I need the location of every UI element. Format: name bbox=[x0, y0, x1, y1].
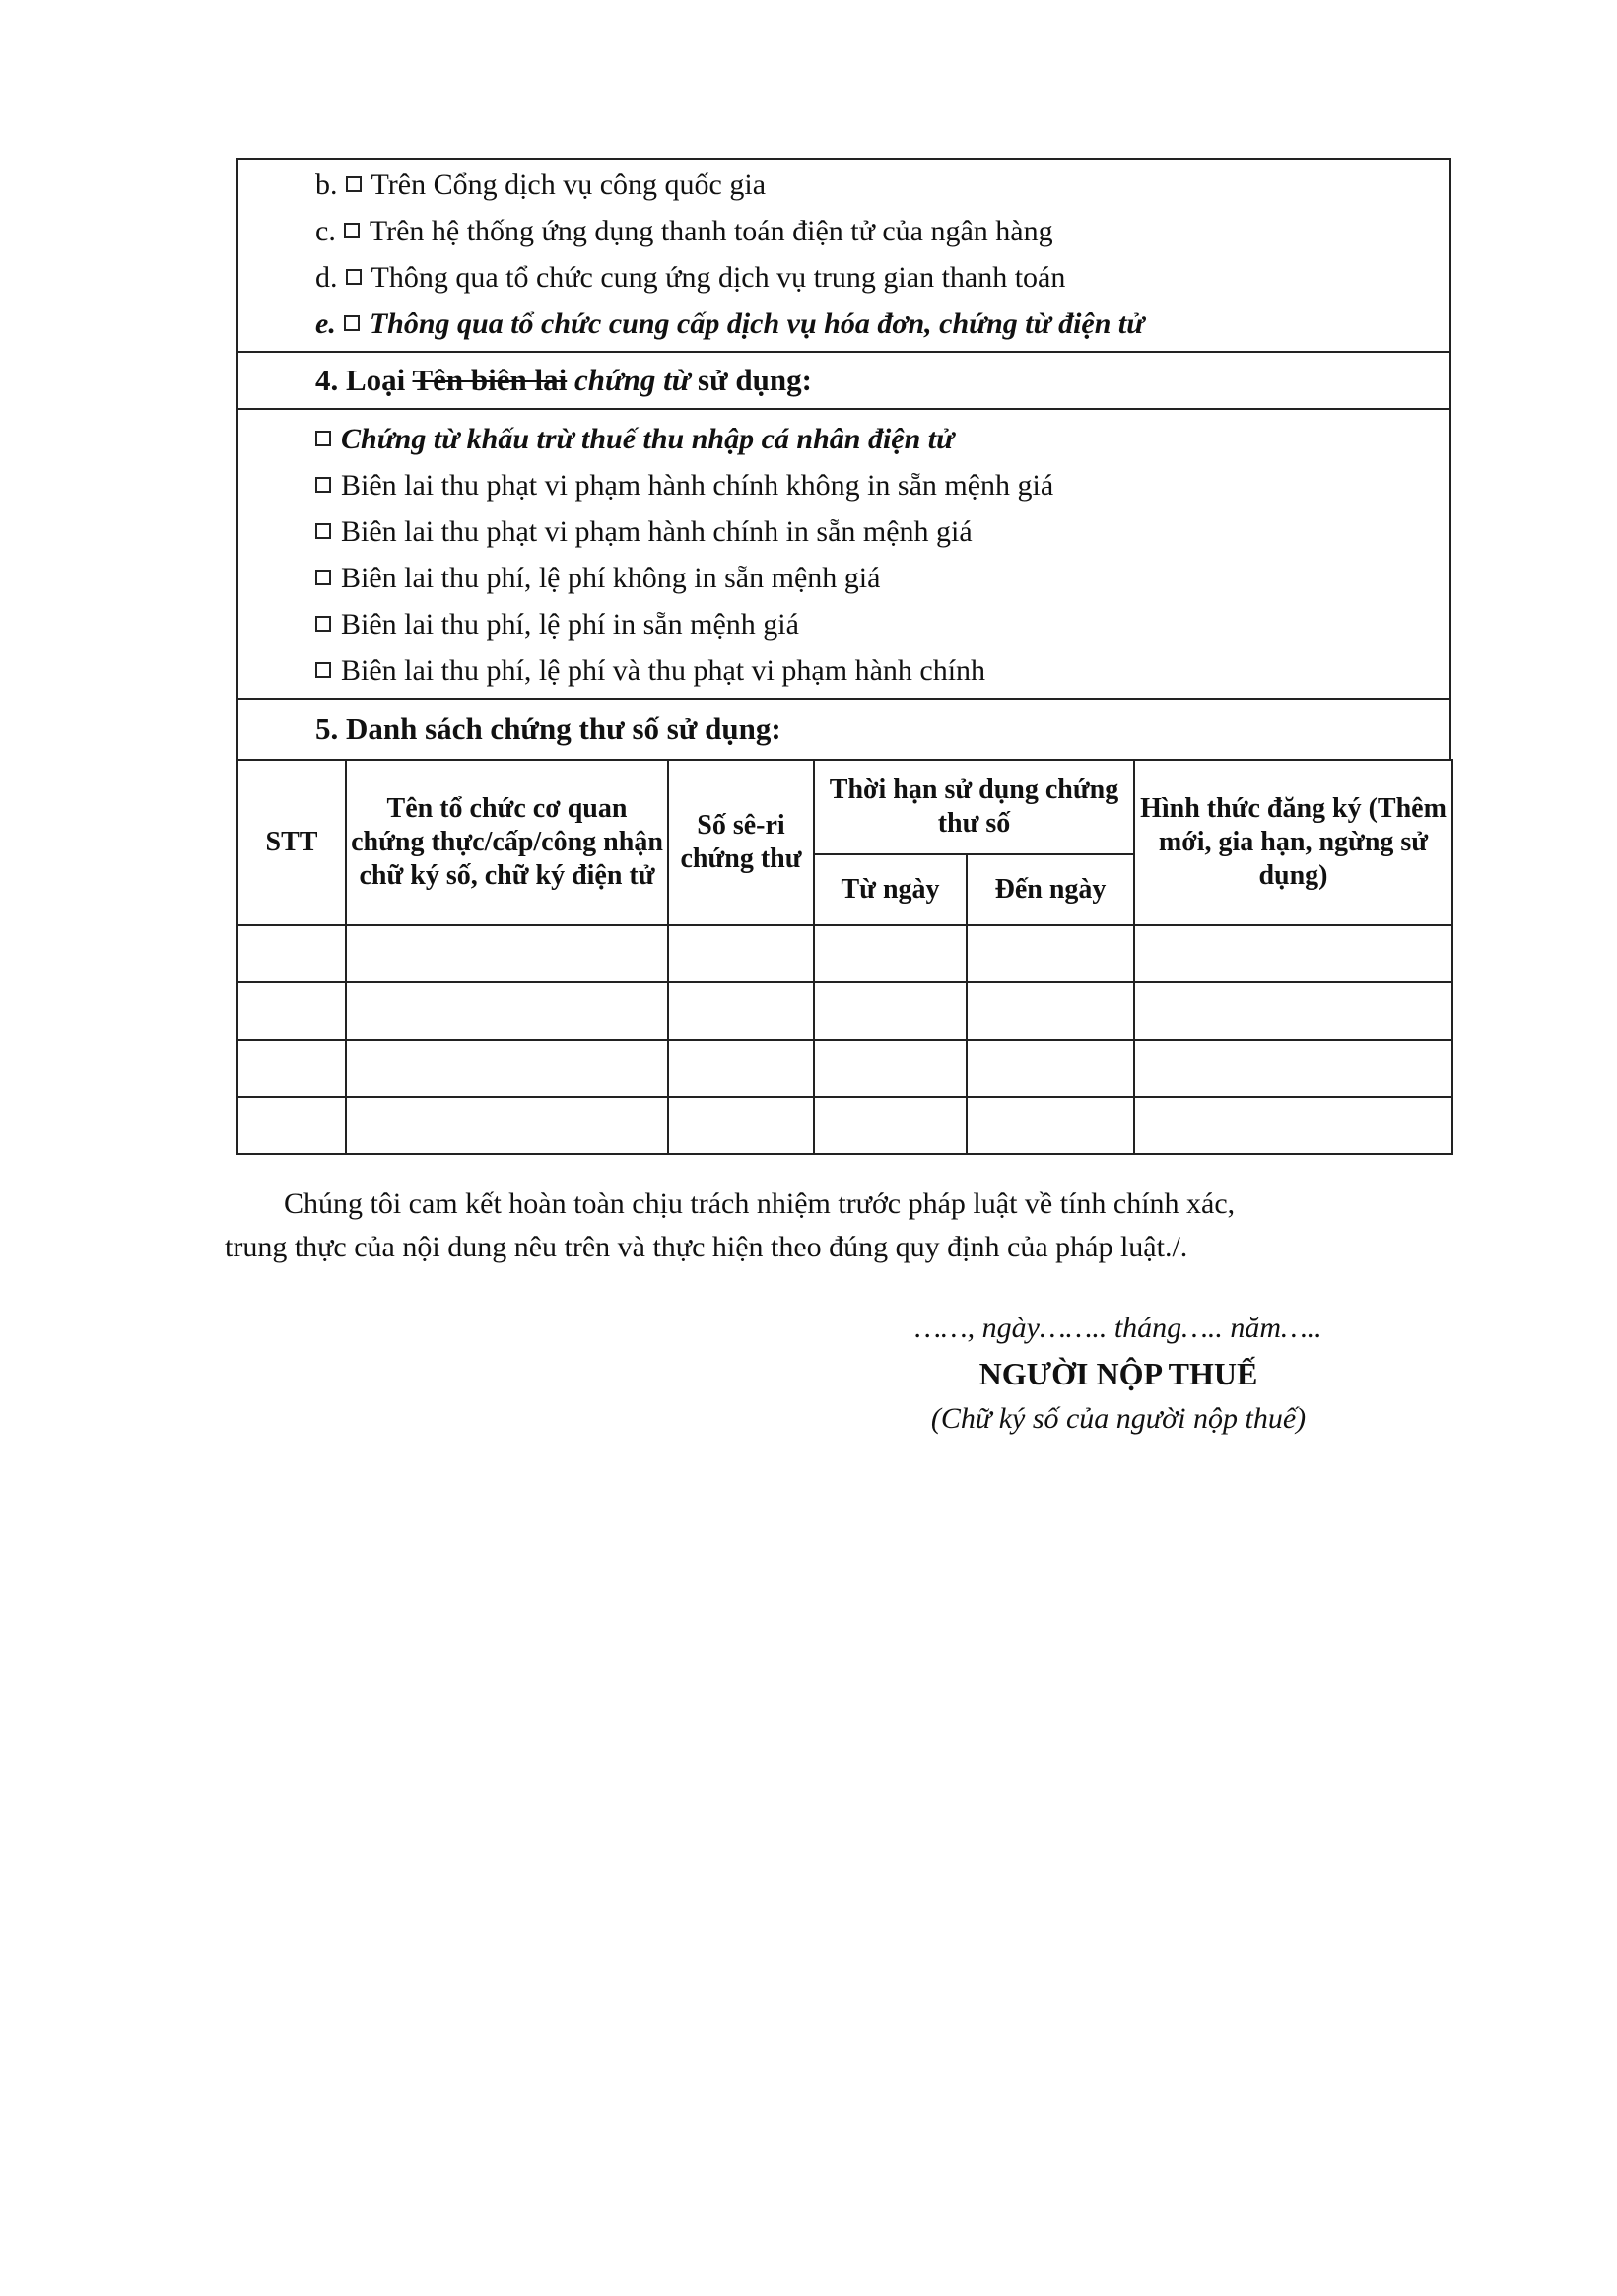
table-cell[interactable] bbox=[1134, 982, 1452, 1040]
table-cell[interactable] bbox=[814, 925, 967, 982]
table-row bbox=[237, 982, 1452, 1040]
table-cell[interactable] bbox=[967, 1097, 1134, 1154]
option-prefix: b. bbox=[315, 169, 338, 201]
option-c bbox=[238, 208, 1449, 254]
header-stt: STT bbox=[237, 760, 346, 925]
table-cell[interactable] bbox=[346, 1040, 668, 1097]
table-cell[interactable] bbox=[346, 1097, 668, 1154]
checkbox[interactable] bbox=[315, 431, 331, 446]
receipt-type-option bbox=[238, 555, 1449, 601]
checkbox[interactable] bbox=[315, 662, 331, 678]
table-cell[interactable] bbox=[237, 1040, 346, 1097]
signature-note: (Chữ ký số của người nộp thuế) bbox=[930, 1402, 1307, 1435]
option-label: Thông qua tổ chức cung cấp dịch vụ hóa đơn, chứng từ điện tử bbox=[369, 307, 1145, 340]
option-d bbox=[238, 254, 1449, 301]
table-cell[interactable] bbox=[668, 1097, 814, 1154]
receipt-type-option bbox=[238, 601, 1449, 647]
section-3-options bbox=[236, 158, 1451, 353]
struck-text: Tên biên lai bbox=[412, 363, 568, 397]
receipt-type-option bbox=[238, 416, 1449, 462]
section-4-options bbox=[236, 410, 1451, 700]
table-cell[interactable] bbox=[237, 1097, 346, 1154]
option-label: Trên hệ thống ứng dụng thanh toán điện tử của ngân hàng bbox=[369, 215, 1053, 247]
option-label: Biên lai thu phí, lệ phí in sẵn mệnh giá bbox=[341, 608, 799, 641]
table-cell[interactable] bbox=[346, 925, 668, 982]
table-cell[interactable] bbox=[967, 925, 1134, 982]
option-b bbox=[238, 162, 1449, 208]
date-line: ……, ngày…….. tháng….. năm….. bbox=[914, 1312, 1322, 1344]
inserted-text: chứng từ bbox=[574, 363, 691, 397]
table-cell[interactable] bbox=[668, 982, 814, 1040]
option-prefix: e. bbox=[315, 307, 336, 340]
table-cell[interactable] bbox=[668, 1040, 814, 1097]
option-label: Chứng từ khấu trừ thuế thu nhập cá nhân điện tử bbox=[341, 423, 955, 455]
option-label: Trên Cổng dịch vụ công quốc gia bbox=[371, 169, 767, 201]
certificate-table bbox=[236, 759, 1453, 1155]
table-cell[interactable] bbox=[967, 982, 1134, 1040]
table-row bbox=[237, 925, 1452, 982]
table-cell[interactable] bbox=[237, 982, 346, 1040]
header-serial: Số sê-ri chứng thư bbox=[668, 760, 814, 925]
commitment-line: trung thực của nội dung nêu trên và thực hiện theo đúng quy định của pháp luật./. bbox=[225, 1231, 1188, 1263]
table-cell[interactable] bbox=[1134, 925, 1452, 982]
checkbox[interactable] bbox=[344, 315, 360, 331]
table-cell[interactable] bbox=[814, 1040, 967, 1097]
table-cell[interactable] bbox=[1134, 1040, 1452, 1097]
signature-block bbox=[857, 1306, 1380, 1442]
option-e bbox=[238, 301, 1449, 347]
receipt-type-option bbox=[238, 462, 1449, 508]
checkbox[interactable] bbox=[344, 223, 360, 238]
commitment-line: Chúng tôi cam kết hoàn toàn chịu trách nhiệm trước pháp luật về tính chính xác, bbox=[284, 1187, 1236, 1220]
checkbox[interactable] bbox=[315, 616, 331, 632]
table-row bbox=[237, 1040, 1452, 1097]
checkbox[interactable] bbox=[346, 269, 362, 285]
section-5-heading: 5. Danh sách chứng thư số sử dụng: bbox=[315, 711, 781, 746]
signer-title: NGƯỜI NỘP THUẾ bbox=[978, 1356, 1258, 1391]
header-org: Tên tổ chức cơ quan chứng thực/cấp/công nhận chữ ký số, chữ ký điện tử bbox=[346, 760, 668, 925]
option-prefix: c. bbox=[315, 215, 336, 247]
header-validity: Thời hạn sử dụng chứng thư số bbox=[814, 760, 1134, 854]
option-prefix: d. bbox=[315, 261, 338, 294]
commitment-paragraph bbox=[225, 1182, 1456, 1269]
header-form: Hình thức đăng ký (Thêm mới, gia hạn, ngừng sử dụng) bbox=[1134, 760, 1452, 925]
table-row bbox=[237, 1097, 1452, 1154]
option-label: Biên lai thu phạt vi phạm hành chính không in sẵn mệnh giá bbox=[341, 469, 1054, 502]
option-label: Biên lai thu phạt vi phạm hành chính in sẵn mệnh giá bbox=[341, 515, 973, 548]
option-label: Biên lai thu phí, lệ phí và thu phạt vi phạm hành chính bbox=[341, 654, 986, 687]
table-cell[interactable] bbox=[668, 925, 814, 982]
checkbox[interactable] bbox=[346, 176, 362, 192]
checkbox[interactable] bbox=[315, 523, 331, 539]
checkbox[interactable] bbox=[315, 570, 331, 585]
heading-rest: sử dụng: bbox=[698, 363, 812, 397]
receipt-type-option bbox=[238, 508, 1449, 555]
table-cell[interactable] bbox=[814, 1097, 967, 1154]
checkbox[interactable] bbox=[315, 477, 331, 493]
form-frame bbox=[236, 158, 1451, 1155]
header-to-date: Đến ngày bbox=[967, 854, 1134, 925]
receipt-type-option bbox=[238, 647, 1449, 694]
section-5-heading-row bbox=[236, 700, 1451, 759]
section-4-heading-row bbox=[236, 353, 1451, 410]
option-label: Thông qua tổ chức cung ứng dịch vụ trung gian thanh toán bbox=[371, 261, 1066, 294]
table-cell[interactable] bbox=[1134, 1097, 1452, 1154]
heading-number: 4. Loại bbox=[315, 363, 406, 397]
table-cell[interactable] bbox=[814, 982, 967, 1040]
option-label: Biên lai thu phí, lệ phí không in sẵn mệnh giá bbox=[341, 562, 881, 594]
table-cell[interactable] bbox=[346, 982, 668, 1040]
header-from-date: Từ ngày bbox=[814, 854, 967, 925]
section-4-heading bbox=[238, 353, 1449, 408]
table-cell[interactable] bbox=[237, 925, 346, 982]
table-cell[interactable] bbox=[967, 1040, 1134, 1097]
